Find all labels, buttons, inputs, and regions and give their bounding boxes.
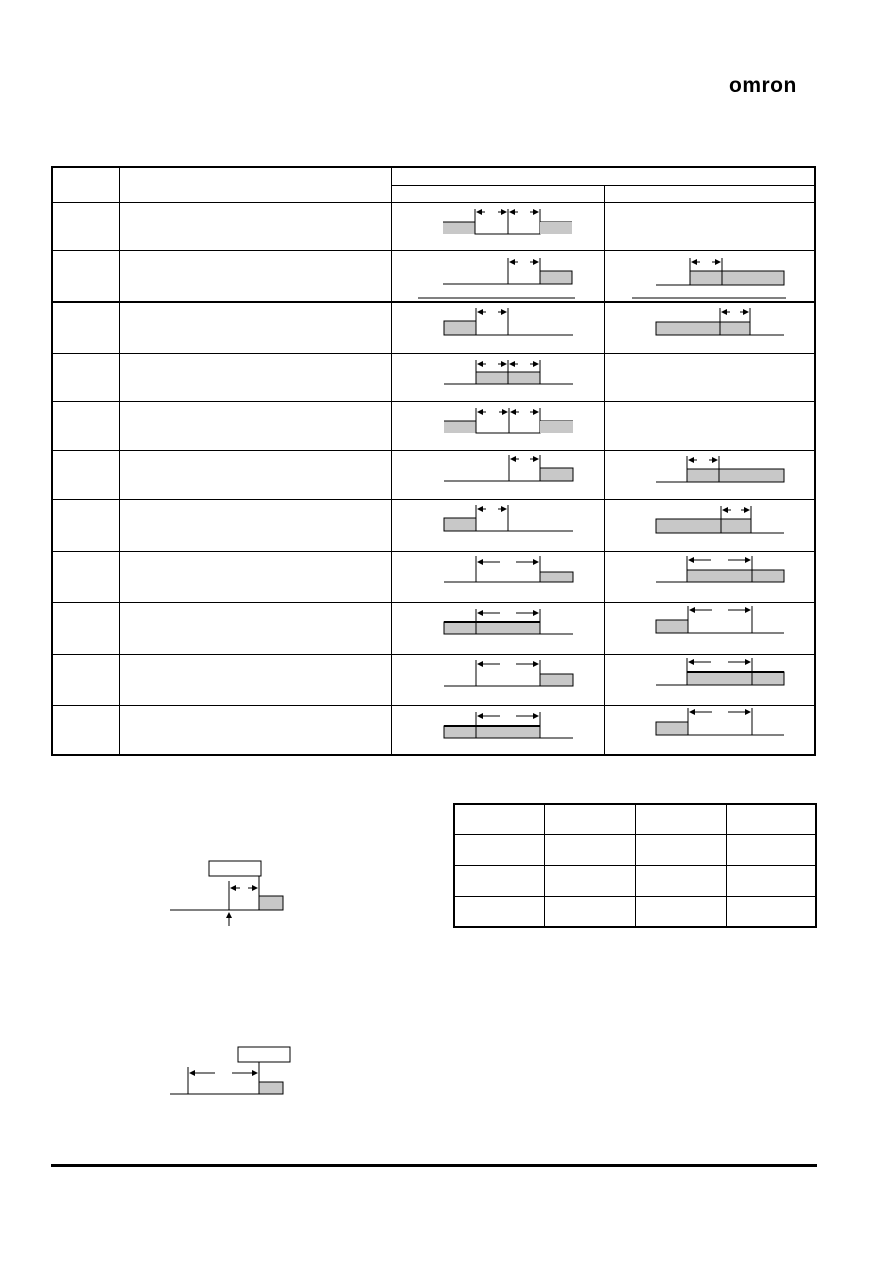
row-divider xyxy=(455,834,815,835)
diagram-row7-a xyxy=(444,505,573,531)
diagram-row9-b xyxy=(656,606,784,633)
row-divider xyxy=(455,865,815,866)
diagram-row2-b xyxy=(656,258,784,285)
diagram-row8-b xyxy=(656,556,784,582)
diagram-row5-a xyxy=(444,408,573,433)
row-divider xyxy=(455,896,815,897)
diagram-row11-b xyxy=(656,708,784,735)
diagram-row3-b xyxy=(656,308,784,335)
diagram-row8-a xyxy=(444,556,573,582)
diagram-row1-a xyxy=(443,209,572,234)
diagram-row3-a xyxy=(444,308,573,335)
diagram-row10-a xyxy=(444,660,573,686)
diagram-row6-a xyxy=(444,455,573,481)
diagram-row4-a xyxy=(444,360,573,384)
diagram-row7-b xyxy=(656,506,784,533)
diagram-row11-a xyxy=(444,712,573,738)
omron-logo: omron xyxy=(729,74,797,97)
diagram-row10-b xyxy=(656,658,784,685)
diagram-row6-b xyxy=(656,456,784,482)
small-spec-table xyxy=(453,803,817,928)
footer-rule xyxy=(51,1164,817,1167)
standalone-diagram-2 xyxy=(170,1047,290,1094)
standalone-diagram-1 xyxy=(170,861,283,926)
diagram-row2-a xyxy=(443,258,572,284)
diagram-row9-a xyxy=(444,609,573,634)
